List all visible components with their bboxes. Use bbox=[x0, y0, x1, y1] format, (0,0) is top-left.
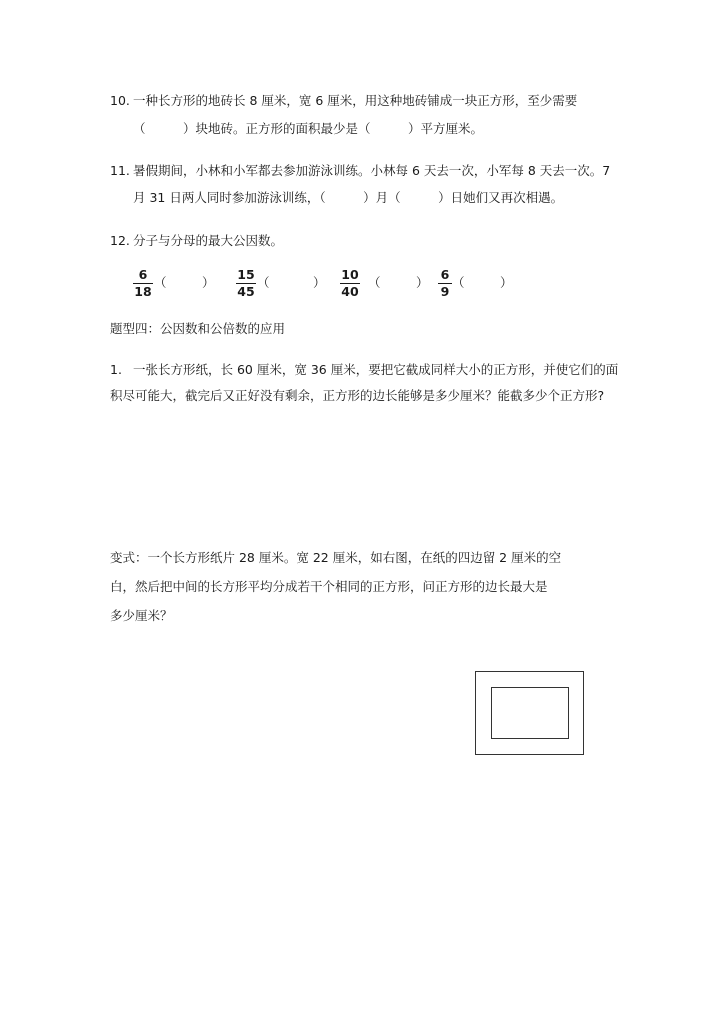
app1-number: 1. bbox=[110, 362, 122, 377]
q12-number: 12. bbox=[110, 233, 130, 248]
fraction-4-paren-close: ） bbox=[500, 275, 513, 290]
fraction-1 bbox=[133, 268, 153, 299]
fraction-2-numerator: 15 bbox=[237, 267, 255, 282]
fraction-4-numerator: 6 bbox=[440, 267, 450, 282]
app1-line2: 积尽可能大，截完后又正好没有剩余，正方形的边长能够是多少厘米？能截多少个正方形? bbox=[110, 388, 605, 403]
q10-line1 bbox=[110, 93, 577, 109]
fraction-3-numerator: 10 bbox=[341, 267, 359, 282]
app1-line1 bbox=[110, 362, 618, 378]
q10-number: 10. bbox=[110, 93, 130, 108]
q10-text-1: 一种长方形的地砖长 8 厘米，宽 6 厘米，用这种地砖铺成一块正方形，至少需要 bbox=[133, 93, 578, 108]
fraction-1-paren-close: ） bbox=[202, 275, 215, 290]
fraction-3-denominator: 40 bbox=[341, 284, 359, 300]
fraction-3 bbox=[340, 268, 360, 299]
section-4-title: 题型四：公因数和公倍数的应用 bbox=[110, 321, 286, 336]
fraction-4-denominator: 9 bbox=[440, 284, 450, 300]
fraction-2-paren-open: （ bbox=[257, 275, 270, 290]
fraction-1-numerator: 6 bbox=[138, 267, 148, 282]
q11-text-1: 暑假期间，小林和小军都去参加游泳训练。小林每 6 天去一次，小军每 8 天去一次。7 bbox=[133, 163, 611, 178]
q11-number: 11. bbox=[110, 163, 130, 178]
fraction-2 bbox=[236, 268, 256, 299]
variant-line2: 白，然后把中间的长方形平均分成若干个相同的正方形，问正方形的边长最大是 bbox=[110, 579, 548, 594]
fraction-2-denominator: 45 bbox=[237, 284, 255, 300]
variant-line1: 变式：一个长方形纸片 28 厘米。宽 22 厘米，如右图，在纸的四边留 2 厘米的空 bbox=[110, 550, 562, 565]
q12-line bbox=[110, 233, 283, 249]
fraction-1-paren-open: （ bbox=[154, 275, 167, 290]
fraction-2-paren-close: ） bbox=[313, 275, 326, 290]
q12-text: 分子与分母的最大公因数。 bbox=[133, 233, 284, 248]
fraction-4-paren-open: （ bbox=[452, 275, 465, 290]
paper-diagram-inner bbox=[491, 687, 569, 739]
fraction-3-paren-close: ） bbox=[416, 275, 429, 290]
app1-text-1: 一张长方形纸，长 60 厘米，宽 36 厘米，要把它截成同样大小的正方形，并使它们的面 bbox=[133, 362, 619, 377]
fraction-4 bbox=[438, 268, 452, 299]
variant-line3: 多少厘米？ bbox=[110, 608, 173, 623]
fraction-3-paren-open: （ bbox=[368, 275, 381, 290]
q11-line1 bbox=[110, 163, 610, 179]
q11-line2: 月 31 日两人同时参加游泳训练，（ ）月（ ）日她们又再次相遇。 bbox=[133, 190, 564, 205]
fraction-1-denominator: 18 bbox=[134, 284, 152, 300]
q10-line2: （ ）块地砖。正方形的面积最少是（ ）平方厘米。 bbox=[133, 121, 484, 136]
paper-diagram-outer bbox=[475, 671, 584, 755]
